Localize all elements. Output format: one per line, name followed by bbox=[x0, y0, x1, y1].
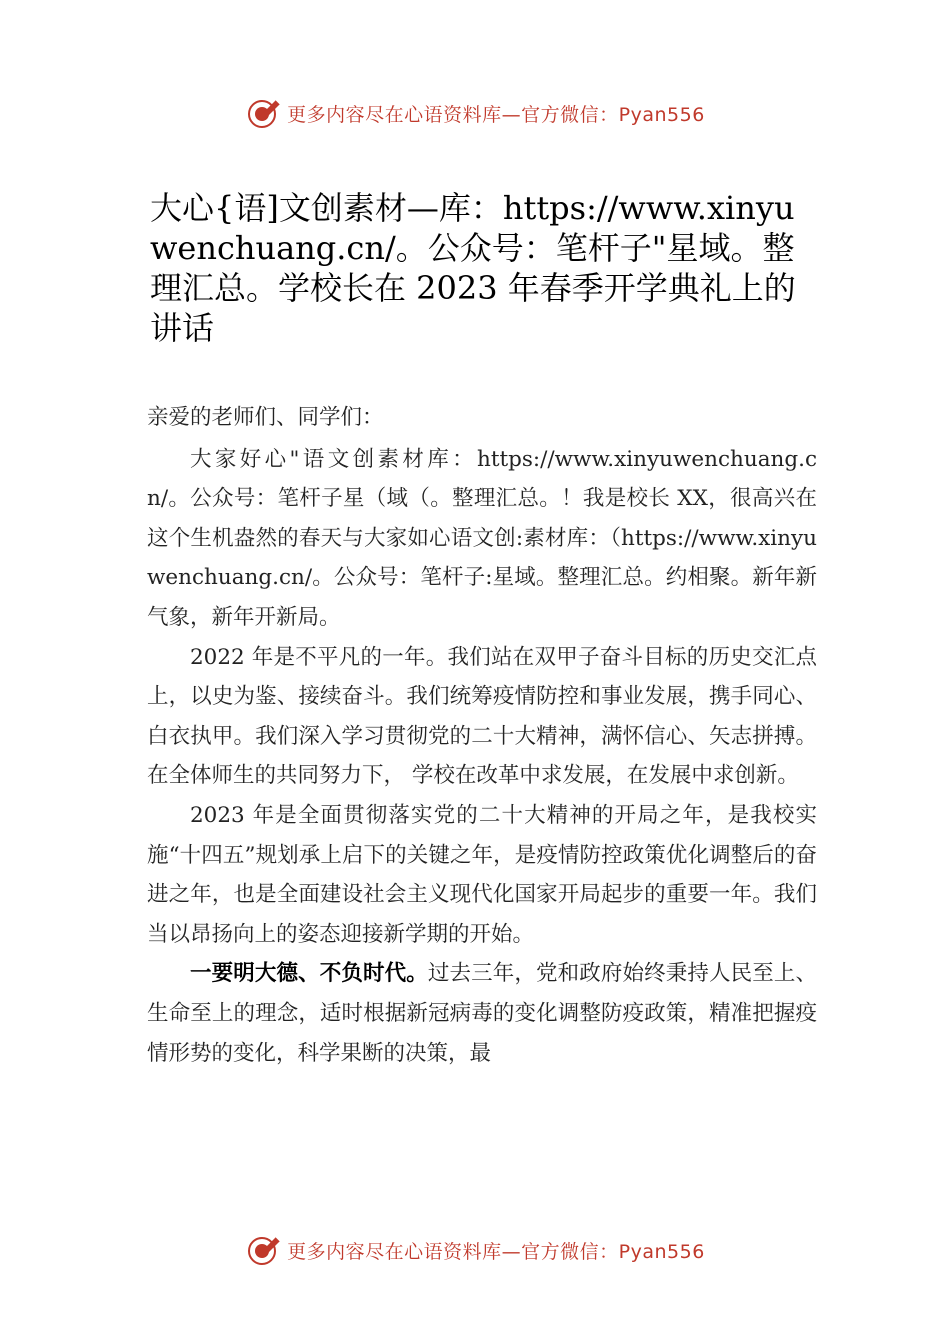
pen-nib-seal-icon bbox=[245, 1233, 283, 1267]
paragraph-4 bbox=[147, 954, 817, 1073]
banner-text: 更多内容尽在心语资料库—官方微信：Pyan556 bbox=[287, 1240, 705, 1263]
paragraph-2: 2022 年是不平凡的一年。我们站在双甲子奋斗目标的历史交汇点上，以史为鉴、接续奋斗。我们统筹疫情防控和事业发展，携手同心、白衣执甲。我们深入学习贯彻党的二十大精神，满怀信心、矢志拼搏。在全体师生的共同努力下， 学校在改革中求发展，在发展中求创新。 bbox=[147, 644, 817, 789]
header-banner bbox=[0, 96, 950, 130]
document-body bbox=[147, 398, 817, 1073]
document-title: 大心{语]文创素材—库：https://www.xinyuwenchuang.cn/。公众号：笔杆子"星域。整理汇总。学校长在 2023 年春季开学典礼上的讲话 bbox=[150, 189, 796, 347]
paragraph-4-text: 过去三年，党和政府始终秉持人民至上、生命至上的理念，适时根据新冠病毒的变化调整防疫政策，精准把握疫情形势的变化，科学果断的决策，最 bbox=[147, 961, 817, 1066]
salutation: 亲爱的老师们、同学们： bbox=[147, 405, 384, 430]
banner-text: 更多内容尽在心语资料库—官方微信：Pyan556 bbox=[287, 103, 705, 126]
pen-nib-seal-icon bbox=[245, 96, 283, 130]
paragraph-3: 2023 年是全面贯彻落实党的二十大精神的开局之年，是我校实施“十四五”规划承上启下的关键之年，是疫情防控政策优化调整后的奋进之年，也是全面建设社会主义现代化国家开局起步的重要一年。我们当以昂扬向上的姿态迎接新学期的开始。 bbox=[147, 802, 817, 947]
paragraph-4-lead: 一要明大德、不负时代。 bbox=[190, 961, 428, 987]
footer-banner bbox=[0, 1233, 950, 1267]
paragraph-1: 大家好心"语文创素材库：https://www.xinyuwenchuang.cn/。公众号：笔杆子星（域（。整理汇总。！我是校长 XX，很高兴在这个生机盎然的春天与大家如心语文创:素材库：（https://www.xinyuwenchuang.cn/。公众号：笔杆子:星域。整理汇总。约相聚。新年新气象，新年开新局。 bbox=[147, 446, 817, 630]
